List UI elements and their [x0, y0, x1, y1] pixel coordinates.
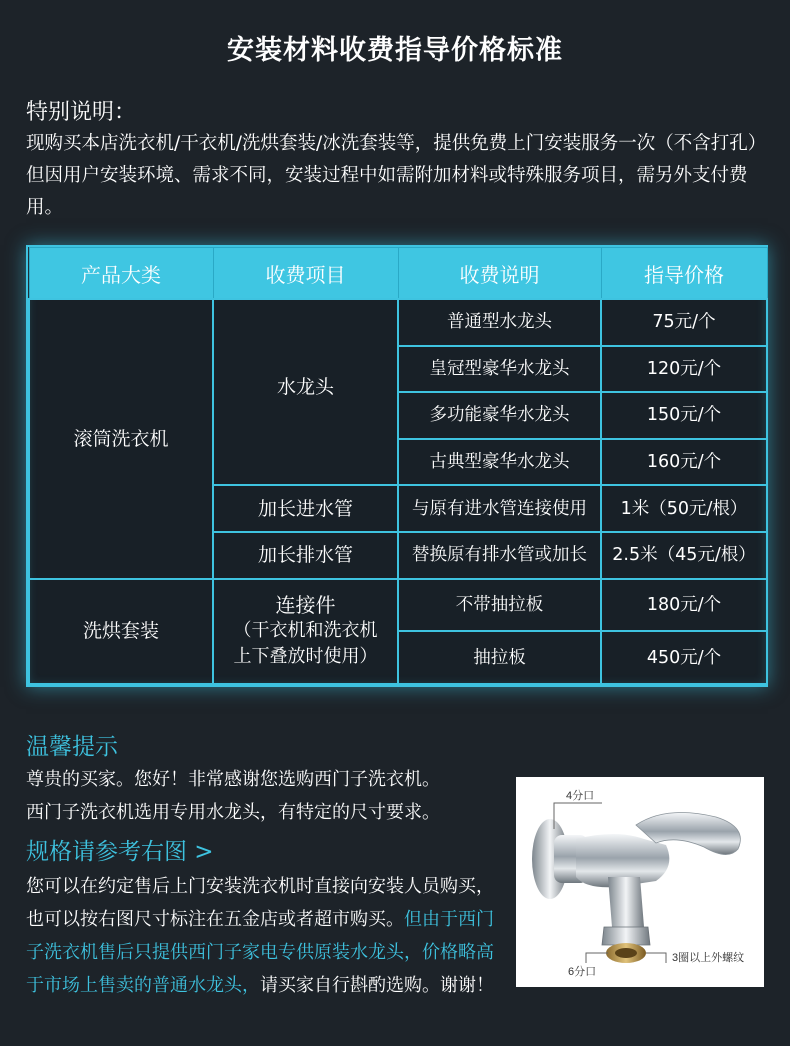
header-item: 收费项目 — [213, 248, 398, 300]
category-cell: 滚筒洗衣机 — [29, 299, 213, 579]
table-row — [29, 299, 767, 346]
desc-cell: 替换原有排水管或加长 — [398, 532, 601, 579]
tips-line: 西门子洗衣机选用专用水龙头，有特定的尺寸要求。 — [26, 802, 440, 823]
desc-cell: 普通型水龙头 — [398, 299, 601, 346]
label-top: 4分口 — [566, 790, 595, 802]
leader-line — [646, 953, 666, 963]
tips-body — [26, 763, 521, 829]
desc-cell: 不带抽拉板 — [398, 579, 601, 632]
category-cell: 洗烘套装 — [29, 579, 213, 684]
faucet-illustration — [516, 777, 764, 987]
special-note-body: 现购买本店洗衣机/干衣机/洗烘套装/冰洗套装等，提供免费上门安装服务一次（不含打孔）但因用户安装环境、需求不同，安装过程中如需附加材料或特殊服务项目，需另外支付费用。 — [26, 133, 767, 218]
leader-line — [586, 953, 608, 963]
page-title: 安装材料收费指导价格标准 — [227, 35, 563, 66]
nut-shape — [602, 927, 650, 945]
label-bottom-right: 3圈以上外螺纹 — [672, 952, 745, 964]
table-row — [29, 579, 767, 632]
price-cell: 160元/个 — [601, 439, 767, 486]
header-category: 产品大类 — [29, 248, 213, 300]
header-price: 指导价格 — [601, 248, 767, 300]
desc-cell: 多功能豪华水龙头 — [398, 392, 601, 439]
item-cell: 水龙头 — [213, 299, 398, 485]
item-cell — [213, 579, 398, 684]
purchase-note-highlight: 但由于西门子洗衣机售后只提供西门子家电专供原装水龙头，价格略高于市场上售卖的普通水龙头， — [26, 909, 494, 996]
leader-line — [554, 803, 602, 829]
desc-cell: 与原有进水管连接使用 — [398, 485, 601, 532]
tips-heading: 温馨提示 — [26, 734, 118, 760]
desc-cell: 皇冠型豪华水龙头 — [398, 346, 601, 393]
item-cell: 加长排水管 — [213, 532, 398, 579]
item-line: 上下叠放时使用） — [233, 646, 378, 668]
price-cell: 450元/个 — [601, 631, 767, 684]
thread-hole — [615, 948, 637, 958]
price-cell: 180元/个 — [601, 579, 767, 632]
spec-heading: 规格请参考右图 > — [26, 839, 214, 865]
purchase-note-end: 请买家自行斟酌选购。谢谢！ — [260, 975, 494, 996]
item-line: 连接件 — [275, 593, 336, 618]
purchase-note — [26, 870, 506, 1002]
purchase-note-plain: 您可以在约定售后上门安装洗衣机时直接向安装人员购买，也可以按右图尺寸标注在五金店或者超市购买。 — [26, 876, 494, 930]
price-cell: 120元/个 — [601, 346, 767, 393]
header-description: 收费说明 — [398, 248, 601, 300]
table-header-row — [29, 248, 767, 300]
price-cell: 75元/个 — [601, 299, 767, 346]
price-cell: 150元/个 — [601, 392, 767, 439]
special-note-heading: 特别说明： — [26, 100, 137, 125]
desc-cell: 抽拉板 — [398, 631, 601, 684]
price-cell: 1米（50元/根） — [601, 485, 767, 532]
item-line: （干衣机和洗衣机 — [233, 620, 378, 642]
label-bottom-left: 6分口 — [568, 966, 597, 978]
faucet-photo — [516, 777, 764, 987]
price-table — [26, 245, 768, 687]
spout-shape — [608, 877, 644, 927]
tips-line: 尊贵的买家。您好！非常感谢您选购西门子洗衣机。 — [26, 769, 440, 790]
desc-cell: 古典型豪华水龙头 — [398, 439, 601, 486]
price-cell: 2.5米（45元/根） — [601, 532, 767, 579]
item-cell: 加长进水管 — [213, 485, 398, 532]
